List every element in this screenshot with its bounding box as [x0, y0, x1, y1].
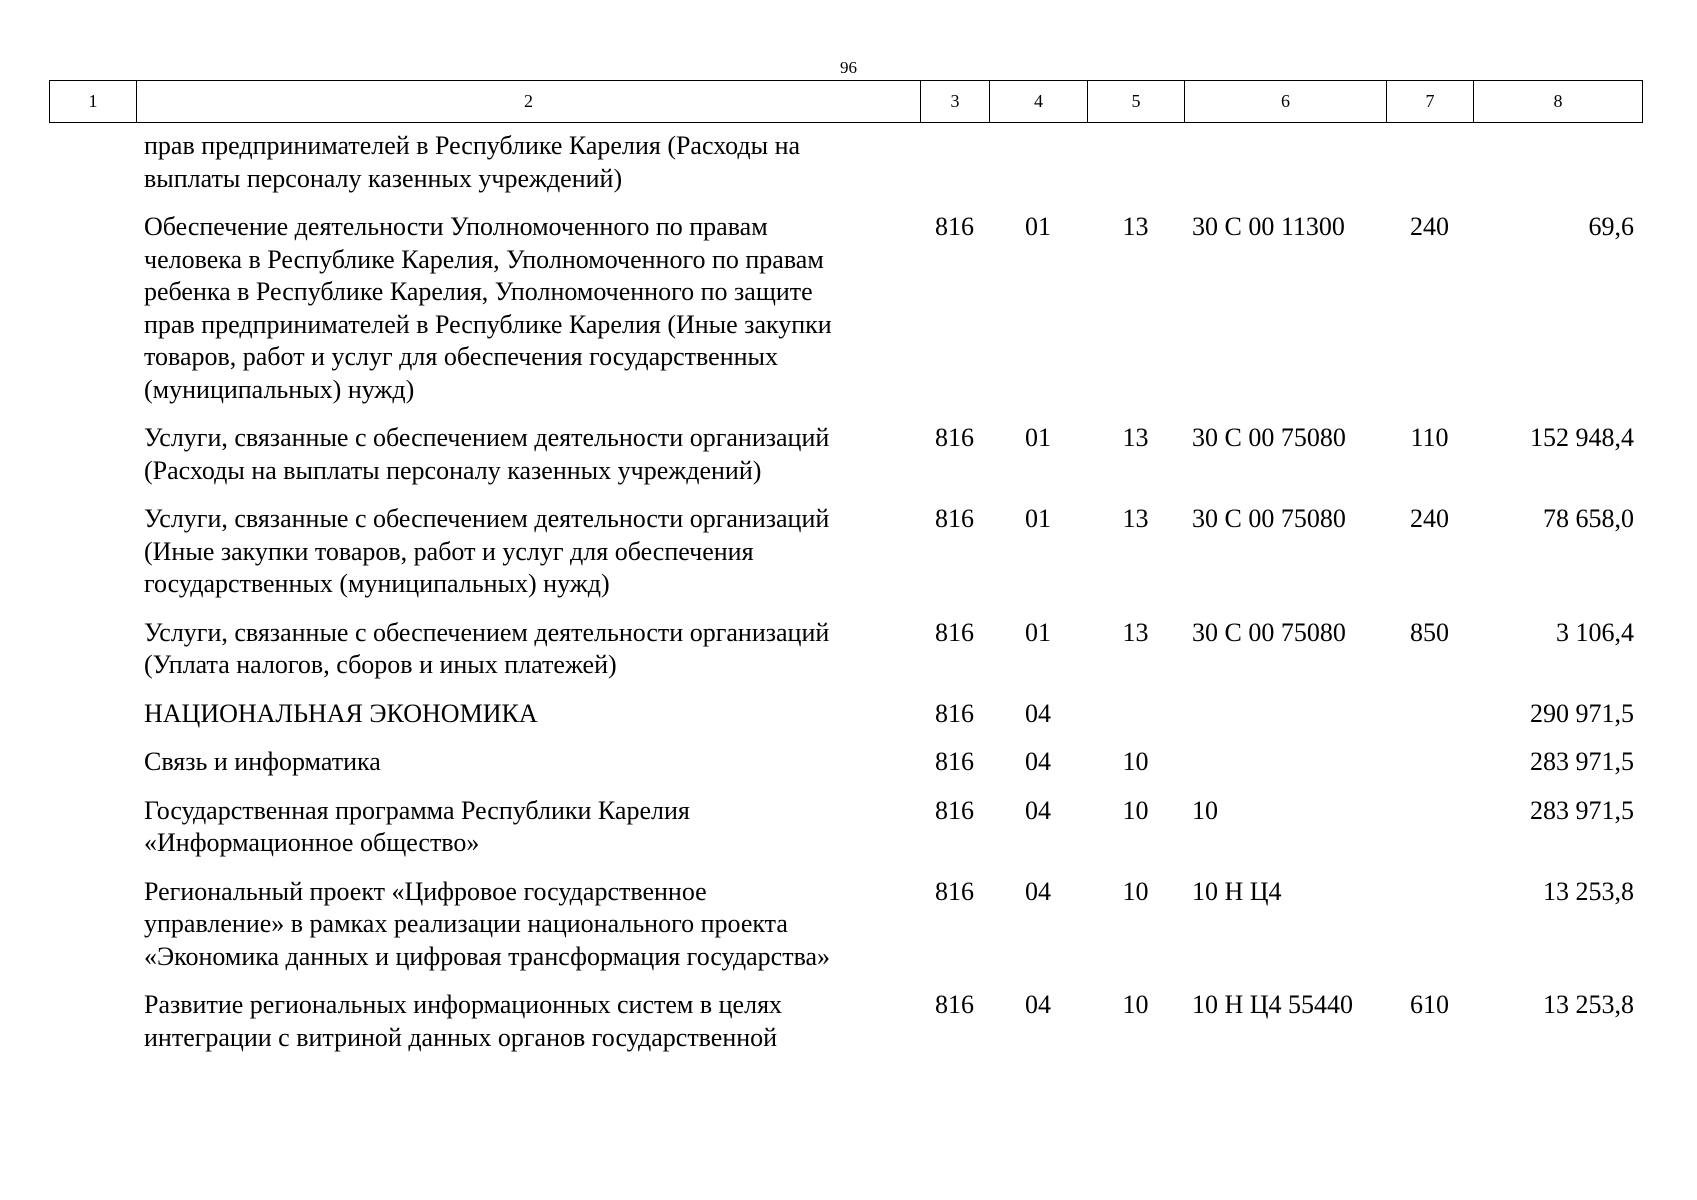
- table-row: [49, 746, 1642, 779]
- row-col3: 816: [935, 876, 974, 906]
- row-col5: 13: [1122, 212, 1149, 241]
- row-col3: 816: [935, 212, 974, 241]
- header-row: [50, 81, 1643, 123]
- row-col4: 01: [1025, 212, 1051, 241]
- table-row: [49, 876, 1642, 974]
- row-name: Государственная программа Республики Карелия «Информационное общество»: [144, 795, 690, 857]
- table-row: [49, 503, 1642, 601]
- row-name: Развитие региональных информационных систем в целях интеграции с витриной данных органов государственной: [144, 990, 783, 1052]
- row-col5: 13: [1122, 423, 1149, 452]
- row-col6: 30 С 00 75080: [1192, 423, 1346, 452]
- row-col4: 04: [1025, 698, 1051, 728]
- row-amount: 69,6: [1588, 212, 1634, 241]
- row-col5: 10: [1122, 747, 1149, 776]
- row-col4: 04: [1025, 990, 1051, 1019]
- header-col-4: 4: [990, 81, 1088, 123]
- row-col3: 816: [935, 795, 974, 825]
- row-col4: 01: [1025, 423, 1051, 452]
- row-col7: 850: [1410, 617, 1449, 647]
- row-col3: 816: [935, 990, 974, 1019]
- row-col6: 10: [1192, 795, 1218, 825]
- row-name: Региональный проект «Цифровое государственное управление» в рамках реализации национального проекта «Экономика данных и цифровая трансформация государства»: [144, 876, 831, 971]
- table-row: [49, 989, 1642, 1054]
- row-col3: 816: [935, 747, 974, 776]
- row-col7: 240: [1410, 212, 1449, 241]
- table-row: [49, 698, 1642, 731]
- row-col7: 110: [1410, 423, 1449, 452]
- header-col-8: 8: [1474, 81, 1643, 123]
- row-col6: 10 Н Ц4: [1192, 876, 1282, 906]
- row-amount: 152 948,4: [1530, 423, 1634, 452]
- header-col-7: 7: [1387, 81, 1474, 123]
- row-col4: 01: [1025, 617, 1051, 647]
- row-name: Обеспечение деятельности Уполномоченного по правам человека в Республике Карелия, Уполномоченного по правам ребенка в Республике Карелия, Уполномоченного по защите прав предпринимателей в Республике Карелия (Иные закупки товаров, работ и услуг для обеспечения государственных (муниципальных) нужд): [144, 212, 832, 404]
- row-col4: 04: [1025, 795, 1051, 825]
- budget-rows: [49, 130, 1642, 1070]
- table-row: [49, 617, 1642, 682]
- row-name: Связь и информатика: [144, 747, 381, 776]
- row-name: Услуги, связанные с обеспечением деятельности организаций (Уплата налогов, сборов и иных платежей): [144, 617, 830, 679]
- row-amount: 78 658,0: [1543, 504, 1634, 533]
- row-amount: 290 971,5: [1530, 698, 1634, 728]
- row-col5: 13: [1122, 617, 1149, 647]
- row-col4: 01: [1025, 504, 1051, 533]
- row-col6: 30 С 00 75080: [1192, 504, 1346, 533]
- row-col5: 13: [1122, 504, 1149, 533]
- row-name: Услуги, связанные с обеспечением деятельности организаций (Иные закупки товаров, работ и услуг для обеспечения государственных (муниципальных) нужд): [144, 504, 830, 598]
- header-col-3: 3: [921, 81, 990, 123]
- table-row: [49, 422, 1642, 487]
- row-col7: 240: [1410, 504, 1449, 533]
- row-col3: 816: [935, 617, 974, 647]
- row-col5: 10: [1122, 990, 1149, 1019]
- header-col-1: 1: [50, 81, 137, 123]
- row-name: НАЦИОНАЛЬНАЯ ЭКОНОМИКА: [144, 698, 538, 728]
- row-col3: 816: [935, 698, 974, 728]
- table-row: [49, 211, 1642, 406]
- row-col3: 816: [935, 423, 974, 452]
- header-col-2: 2: [137, 81, 921, 123]
- table-row: [49, 130, 1642, 195]
- row-name: прав предпринимателей в Республике Карелия (Расходы на выплаты персоналу казенных учреждений): [144, 131, 801, 193]
- row-col5: 10: [1122, 795, 1149, 825]
- row-col4: 04: [1025, 747, 1051, 776]
- header-col-5: 5: [1088, 81, 1185, 123]
- row-amount: 283 971,5: [1530, 795, 1634, 825]
- row-col4: 04: [1025, 876, 1051, 906]
- row-col6: 30 С 00 75080: [1192, 617, 1346, 647]
- row-amount: 3 106,4: [1556, 617, 1634, 647]
- column-header-table: [49, 80, 1643, 123]
- row-col7: 610: [1410, 990, 1449, 1019]
- row-col6: 30 С 00 11300: [1192, 212, 1345, 241]
- table-row: [49, 795, 1642, 860]
- row-col3: 816: [935, 504, 974, 533]
- row-col6: 10 Н Ц4 55440: [1192, 990, 1354, 1019]
- row-amount: 13 253,8: [1543, 876, 1634, 906]
- row-name: Услуги, связанные с обеспечением деятельности организаций (Расходы на выплаты персоналу казенных учреждений): [144, 423, 830, 485]
- page-number: 96: [840, 58, 857, 77]
- row-amount: 283 971,5: [1530, 747, 1634, 776]
- row-amount: 13 253,8: [1543, 990, 1634, 1019]
- row-col5: 10: [1122, 876, 1149, 906]
- header-col-6: 6: [1185, 81, 1387, 123]
